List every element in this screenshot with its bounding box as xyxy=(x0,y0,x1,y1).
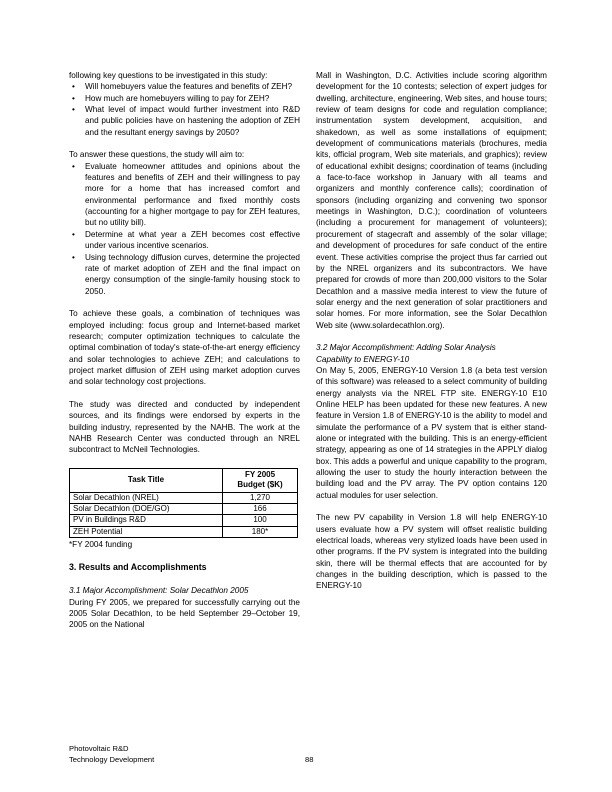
table-row xyxy=(70,492,298,503)
list-item: • Evaluate homeowner attitudes and opinions about the features and benefits of ZEH and their willingness to pay more for a home that has increased comfort and environmental performance and fixed monthly costs (accounting for a higher mortgage to pay for ZEH features, but no utility bill). xyxy=(69,161,300,229)
table-cell-amount: 180* xyxy=(223,526,298,537)
list-item: • Determine at what year a ZEH becomes cost effective under various incentive scenarios. xyxy=(69,229,300,252)
table-cell-task: ZEH Potential xyxy=(70,526,223,537)
study-conduct-paragraph: The study was directed and conducted by independent sources, and its findings were endorsed by experts in the building industry, represented by the NAHB. The work at the NAHB Research Center was conducted through an NREL subcontract to McNeil Technologies. xyxy=(69,399,300,455)
table-header-budget xyxy=(223,468,298,492)
questions-bullet-list xyxy=(69,81,300,138)
study-aims-bullet-list xyxy=(69,161,300,297)
answer-lead-paragraph: To answer these questions, the study will aim to: xyxy=(69,150,245,160)
decathlon-activities-paragraph: Mall in Washington, D.C. Activities include scoring algorithm development for the 10 contests; selection of expert judges for dwelling, architecture, engineering, Web sites, and house tours; review of team designs for code and regulation compliance; instrumentation system development, acquisition, and shakedown, as well as some installations of equipment; development of communications materials (brochures, media kits, official program, Web site materials, and graphics); review of educational exhibit designs; coordination of teams (including a face-to-face workshop in January with all teams and organizers and monthly conference calls); coordination of sponsors (including organizing and convening two sponsor meetings in Washington, D.C.); coordination of volunteers (including a procurement for management of volunteers); procurement of stagecraft and assembly of the solar village; and development of procedures for safe conduct of the entire event. These activities comprise the project thus far carried out by the NREL organizers and its subcontractors. We have prepared for crowds of more than 200,000 visitors to the Solar Decathlon and a massive media interest to view the future of solar energy and the next generation of solar practitioners and solar homes. For more information, see the Solar Decathlon Web site (www.solardecathlon.org). xyxy=(316,71,547,330)
footer-title-line2: Technology Development xyxy=(69,754,155,764)
two-column-body xyxy=(69,70,547,720)
table-cell-task: Solar Decathlon (DOE/GO) xyxy=(70,503,223,514)
left-column xyxy=(69,70,300,720)
right-column xyxy=(316,70,547,720)
list-item: • Will homebuyers value the features and benefits of ZEH? xyxy=(69,81,300,92)
energy10-paragraph-2: The new PV capability in Version 1.8 will help ENERGY-10 users evaluate how a PV system will offset realistic building electrical loads, whereas very stylized loads have been used in other programs. If the PV system is integrated into the building skin, there will be thermal effects that are accounted for by changes in the building description, which is passed to the ENERGY-10 xyxy=(316,513,547,591)
table-header-row xyxy=(70,468,298,492)
subsection-3-1-paragraph: During FY 2005, we prepared for successfully carrying out the 2005 Solar Decathlon, to be held September 29–October 19, 2005 on the National xyxy=(69,597,300,630)
budget-header-line1: FY 2005 xyxy=(244,469,276,479)
table-cell-task: PV in Buildings R&D xyxy=(70,515,223,526)
intro-paragraph: following key questions to be investigated in this study: xyxy=(69,71,268,80)
subsection-3-2-heading-line1: 3.2 Major Accomplishment: Adding Solar Analysis xyxy=(316,343,496,353)
table-row xyxy=(70,515,298,526)
table-cell-amount: 166 xyxy=(223,503,298,514)
subsection-heading-3-2 xyxy=(316,342,547,365)
subsection-heading-3-1: 3.1 Major Accomplishment: Solar Decathlon 2005 xyxy=(69,586,249,596)
budget-table xyxy=(69,468,298,538)
table-footnote: *FY 2004 funding xyxy=(69,540,133,550)
section-heading-3: 3. Results and Accomplishments xyxy=(69,562,207,573)
table-row xyxy=(70,503,298,514)
list-item: • How much are homebuyers willing to pay for ZEH? xyxy=(69,93,300,104)
budget-header-line2: Budget ($K) xyxy=(237,480,283,490)
list-item: • Using technology diffusion curves, determine the projected rate of market adoption of ZEH and the final impact on energy consumption of the single-family housing stock to 2050. xyxy=(69,252,300,297)
page-footer xyxy=(69,744,547,765)
table-cell-task: Solar Decathlon (NREL) xyxy=(70,492,223,503)
techniques-paragraph: To achieve these goals, a combination of techniques was employed including: focus group and Internet-based market research; computer optimization techniques to calculate the optimal combination of today's state-of-the-art energy efficiency and solar technologies to achieve ZEH; and calculations to project market diffusion of ZEH using market adoption curves and solar technology cost projections. xyxy=(69,309,300,387)
table-cell-amount: 1,270 xyxy=(223,492,298,503)
table-cell-amount: 100 xyxy=(223,515,298,526)
energy10-paragraph-1: On May 5, 2005, ENERGY-10 Version 1.8 (a beta test version of this software) was released to a select community of building energy analysts via the NREL FTP site. ENERGY-10 E10 Online HELP has been updated for these new features. A new feature in Version 1.8 of ENERGY-10 is the ability to model and simulate the performance of a PV system that is either stand-alone or integrated with the building. This is an energy-efficient strategy, appearing as one of 14 strategies in the APPLY dialog box. This adds a powerful and unique capability to the program, allowing the user to study the hourly interaction between the building load and the PV array. The PV option contains 120 actual modules for user selection. xyxy=(316,365,547,500)
table-row xyxy=(70,526,298,537)
list-item: • What level of impact would further investment into R&D and public policies have on hastening the adoption of ZEH and the resultant energy savings by 2050? xyxy=(69,104,300,138)
table-header-task-title: Task Title xyxy=(70,468,223,492)
footer-title-line1: Photovoltaic R&D xyxy=(69,744,129,753)
subsection-3-2-heading-line2: Capability to ENERGY-10 xyxy=(316,354,410,364)
budget-table-wrapper xyxy=(69,468,300,551)
page-number: 88 xyxy=(305,754,314,764)
